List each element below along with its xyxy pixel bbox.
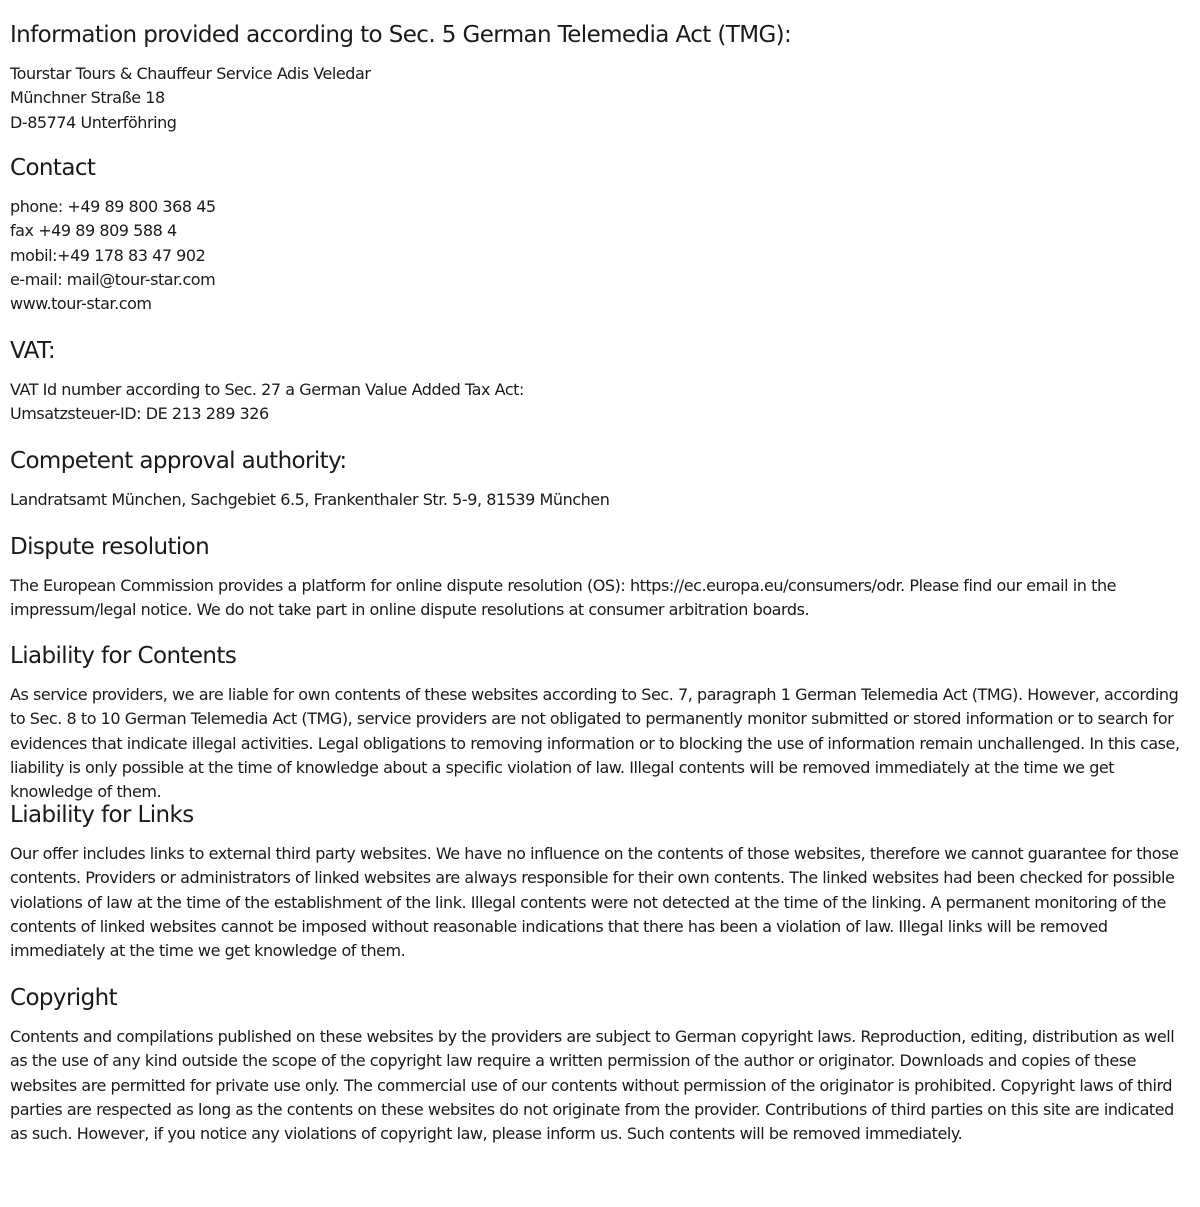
company-name: Tourstar Tours & Chauffeur Service Adis Veledar bbox=[10, 64, 371, 83]
section-contact bbox=[10, 153, 1194, 316]
contact-heading: Contact bbox=[10, 155, 96, 181]
vat-id: Umsatzsteuer-ID: DE 213 289 326 bbox=[10, 404, 269, 424]
section-copyright bbox=[10, 983, 1194, 1146]
vat-description: VAT Id number according to Sec. 27 a German Value Added Tax Act: bbox=[10, 380, 524, 399]
section-liability-contents bbox=[10, 641, 1194, 804]
street-address: Münchner Straße 18 bbox=[10, 88, 165, 108]
dispute-text: The European Commission provides a platform for online dispute resolution (OS): https://ec.europa.eu/consumers/odr. Please find our email in the impressum/legal notice. We do not take part in online dispute resolutions at consumer arbitration boards. bbox=[10, 576, 1117, 620]
section-vat bbox=[10, 336, 1194, 427]
authority-address: Landratsamt München, Sachgebiet 6.5, Frankenthaler Str. 5-9, 81539 München bbox=[10, 490, 610, 509]
liability-links-text: Our offer includes links to external third party websites. We have no influence on the contents of those websites, therefore we cannot guarantee for those contents. Providers or administrators of linked websites are always responsible for their own contents. The linked websites had been checked for possible violations of law at the time of the establishment of the link. Illegal contents were not detected at the time of the linking. A permanent monitoring of the contents of linked websites cannot be imposed without reasonable indications that there has been a violation of law. Illegal links will be removed immediately at the time we get knowledge of them. bbox=[10, 844, 1179, 961]
section-approval-authority bbox=[10, 446, 1194, 512]
tmg-heading: Information provided according to Sec. 5 German Telemedia Act (TMG): bbox=[10, 22, 792, 48]
liability-links-heading: Liability for Links bbox=[10, 802, 194, 828]
section-tmg-info bbox=[10, 20, 1194, 135]
mobile-number: mobil:+49 178 83 47 902 bbox=[10, 245, 206, 265]
authority-heading: Competent approval authority: bbox=[10, 448, 347, 474]
company-address bbox=[10, 62, 1194, 135]
vat-details bbox=[10, 378, 1194, 427]
contact-details bbox=[10, 195, 1194, 316]
postal-city: D-85774 Unterföhring bbox=[10, 112, 177, 132]
phone-number: phone: +49 89 800 368 45 bbox=[10, 197, 216, 216]
dispute-heading: Dispute resolution bbox=[10, 534, 210, 560]
section-liability-links bbox=[10, 800, 1194, 963]
liability-contents-text: As service providers, we are liable for own contents of these websites according to Sec. 7, paragraph 1 German Telemedia Act (TMG). However, according to Sec. 8 to 10 German Telemedia Act (TMG), service providers are not obligated to permanently monitor submitted or stored information or to search for evidences that indicate illegal activities. Legal obligations to removing information or to blocking the use of information remain unchallenged. In this case, liability is only possible at the time of knowledge about a specific violation of law. Illegal contents will be removed immediately at the time we get knowledge of them. bbox=[10, 685, 1180, 802]
email-address[interactable]: e-mail: mail@tour-star.com bbox=[10, 269, 216, 289]
copyright-heading: Copyright bbox=[10, 985, 117, 1011]
copyright-text: Contents and compilations published on these websites by the providers are subject to German copyright laws. Reproduction, editing, distribution as well as the use of any kind outside the scope of the copyright law require a written permission of the author or originator. Downloads and copies of these websites are permitted for private use only. The commercial use of our contents without permission of the originator is prohibited. Copyright laws of third parties are respected as long as the contents on these websites do not originate from the provider. Contributions of third parties on this site are indicated as such. However, if you notice any violations of copyright law, please inform us. Such contents will be removed immediately. bbox=[10, 1027, 1175, 1144]
website-link[interactable]: www.tour-star.com bbox=[10, 294, 152, 314]
liability-contents-heading: Liability for Contents bbox=[10, 643, 237, 669]
section-dispute-resolution bbox=[10, 532, 1194, 623]
vat-heading: VAT: bbox=[10, 338, 56, 364]
fax-number: fax +49 89 809 588 4 bbox=[10, 221, 177, 241]
